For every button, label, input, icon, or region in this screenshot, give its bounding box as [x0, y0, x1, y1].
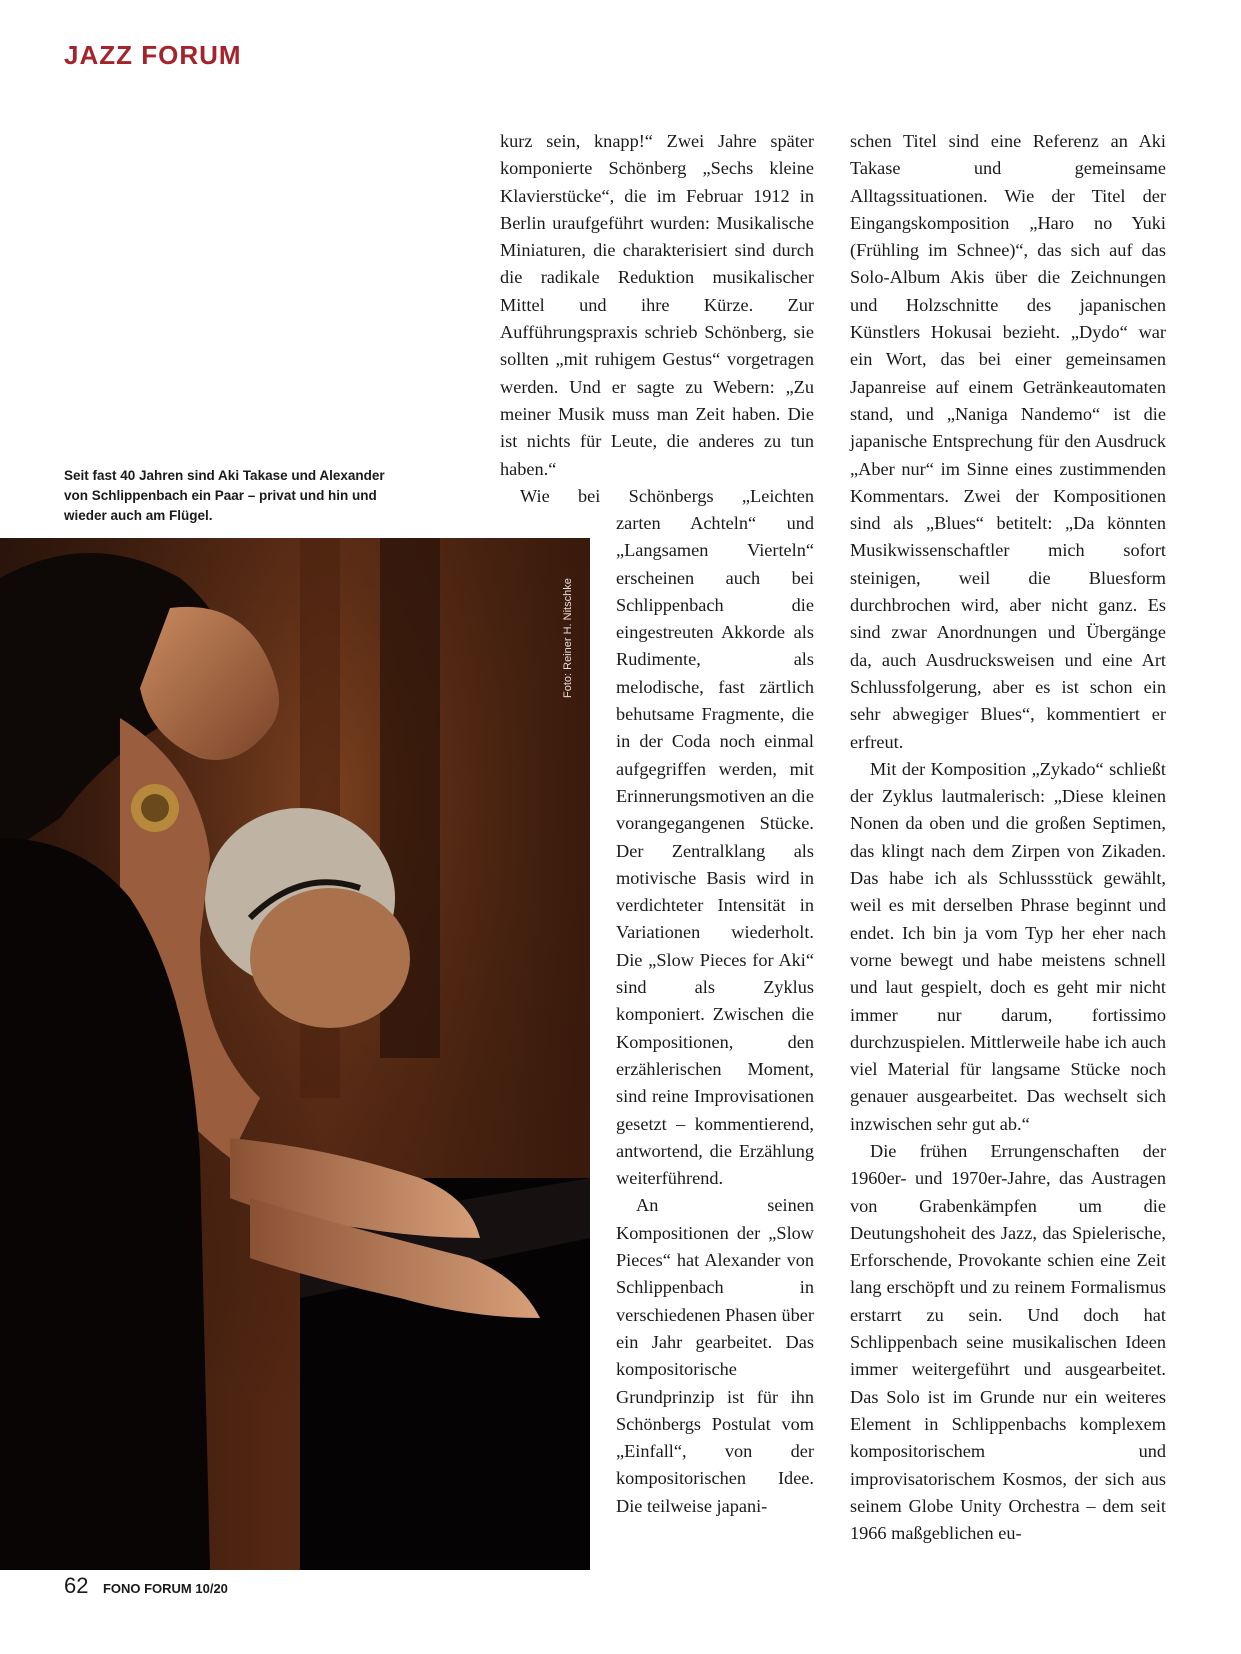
article-paragraph: schen Titel sind eine Referenz an Aki Takase und gemeinsame Alltagssituationen. Wie der Titel der Eingangskomposition „Haro no Yuki (Frühling im Schnee)“, das sich auf das Solo-Album Akis über die Zeichnungen und Holzschnitte des japanischen Künstlers Hokusai bezieht. „Dydo“ war ein Wort, das bei einer gemeinsamen Japanreise auf einem Getränkeautomaten stand, und „Naniga Nandemo“ ist die japanische Entsprechung für den Ausdruck „Aber nur“ im Sinne eines zustimmenden Kommentars. Zwei der Kompositionen sind als „Blues“ betitelt: „Da könnten Musikwissenschaftler mich sofort steinigen, weil die Bluesform durchbrochen wird, aber nicht ganz. Es sind zwar Anordnungen und Übergänge da, auch Ausdrucksweisen und eine Art Schlussfolgerung, aber es ist schon ein sehr abwegiger Blues“, kommentiert er erfreut.: [850, 131, 1166, 752]
article-column-1-top: [500, 128, 814, 483]
article-column-2: [850, 128, 1166, 1547]
article-paragraph: Mit der Komposition „Zykado“ schließt der Zyklus lautmalerisch: „Diese kleinen Nonen da oben und die großen Septimen, das klingt nach dem Zirpen von Zikaden. Das habe ich als Schlussstück gewählt, weil es mit derselben Phrase beginnt und endet. Ich bin ja vom Typ her eher nach vorne bewegt und habe meistens schnell und laut gespielt, doch es geht mir nicht immer nur darum, fortissimo durchzuspielen. Mittlerweile habe ich auch viel Material für langsame Stücke noch genauer ausgearbeitet. Das wechselt sich inzwischen sehr gut ab.“: [850, 758, 1166, 1134]
article-photo: [0, 538, 590, 1570]
article-paragraph: zarten Achteln“ und „Langsamen Vierteln“ erscheinen auch bei Schlippenbach die eingestreuten Akkorde als Rudimente, als melodische, fast zärtlich behutsame Fragmente, die in der Coda noch einmal aufgegriffen werden, mit Erinnerungsmotiven an die vorangegangenen Stücke. Der Zentralklang als motivische Basis wird in verdichteter Intensität in Variationen wiederholt. Die „Slow Pieces for Aki“ sind als Zyklus komponiert. Zwischen die Kompositionen, den erzählerischen Moment, sind reine Improvisationen gesetzt – kommentierend, antwortend, die Erzählung weiterführend.: [616, 513, 814, 1189]
article-paragraph: Wie bei Schönbergs „Leichten: [520, 486, 814, 506]
magazine-issue: FONO FORUM 10/20: [102, 1581, 228, 1596]
photo-credit: Foto: Reiner H. Nitschke: [562, 578, 574, 698]
photo-caption: Seit fast 40 Jahren sind Aki Takase und Alexander von Schlippenbach ein Paar – privat und hin und wieder auch am Flügel.: [64, 468, 385, 523]
section-title: JAZZ FORUM: [64, 40, 242, 70]
article-paragraph: kurz sein, knapp!“ Zwei Jahre später komponierte Schönberg „Sechs kleine Klavierstücke“, die im Februar 1912 in Berlin uraufgeführt wurden: Musikalische Miniaturen, die charakterisiert sind durch die radikale Reduktion musikalischer Mittel und ihre Kürze. Zur Aufführungspraxis schrieb Schönberg, sie sollten „mit ruhigem Gestus“ vorgetragen werden. Und er sagte zu Webern: „Zu meiner Musik muss man Zeit haben. Die ist nichts für Leute, die anderes zu tun haben.“: [500, 131, 814, 479]
article-column-1-narrow: [616, 510, 814, 1520]
page-number: 62: [64, 1573, 89, 1598]
article-column-1-wrap-line: [500, 483, 814, 510]
page-footer: [64, 1573, 228, 1599]
article-paragraph: An seinen Kompositionen der „Slow Pieces“ hat Alexander von Schlippenbach in verschiedenen Phasen über ein Jahr gearbeitet. Das kompositorische Grundprinzip ist für ihn Schönbergs Postulat vom „Einfall“, von der kompositorischen Idee. Die teilweise japani-: [616, 1195, 814, 1516]
article-paragraph: Die frühen Errungenschaften der 1960er- und 1970er-Jahre, das Austragen von Grabenkämpfen um die Deutungshoheit des Jazz, das Spielerische, Erforschende, Provokante schien eine Zeit lang erschöpft und zu reinem Formalismus erstarrt zu sein. Und doch hat Schlippenbach seine musikalischen Ideen immer weitergeführt und ausgearbeitet. Das Solo ist im Grunde nur ein weiteres Element in Schlippenbachs komplexem kompositorischem und improvisatorischem Kosmos, der sich aus seinem Globe Unity Orchestra – dem seit 1966 maßgeblichen eu-: [850, 1140, 1166, 1544]
